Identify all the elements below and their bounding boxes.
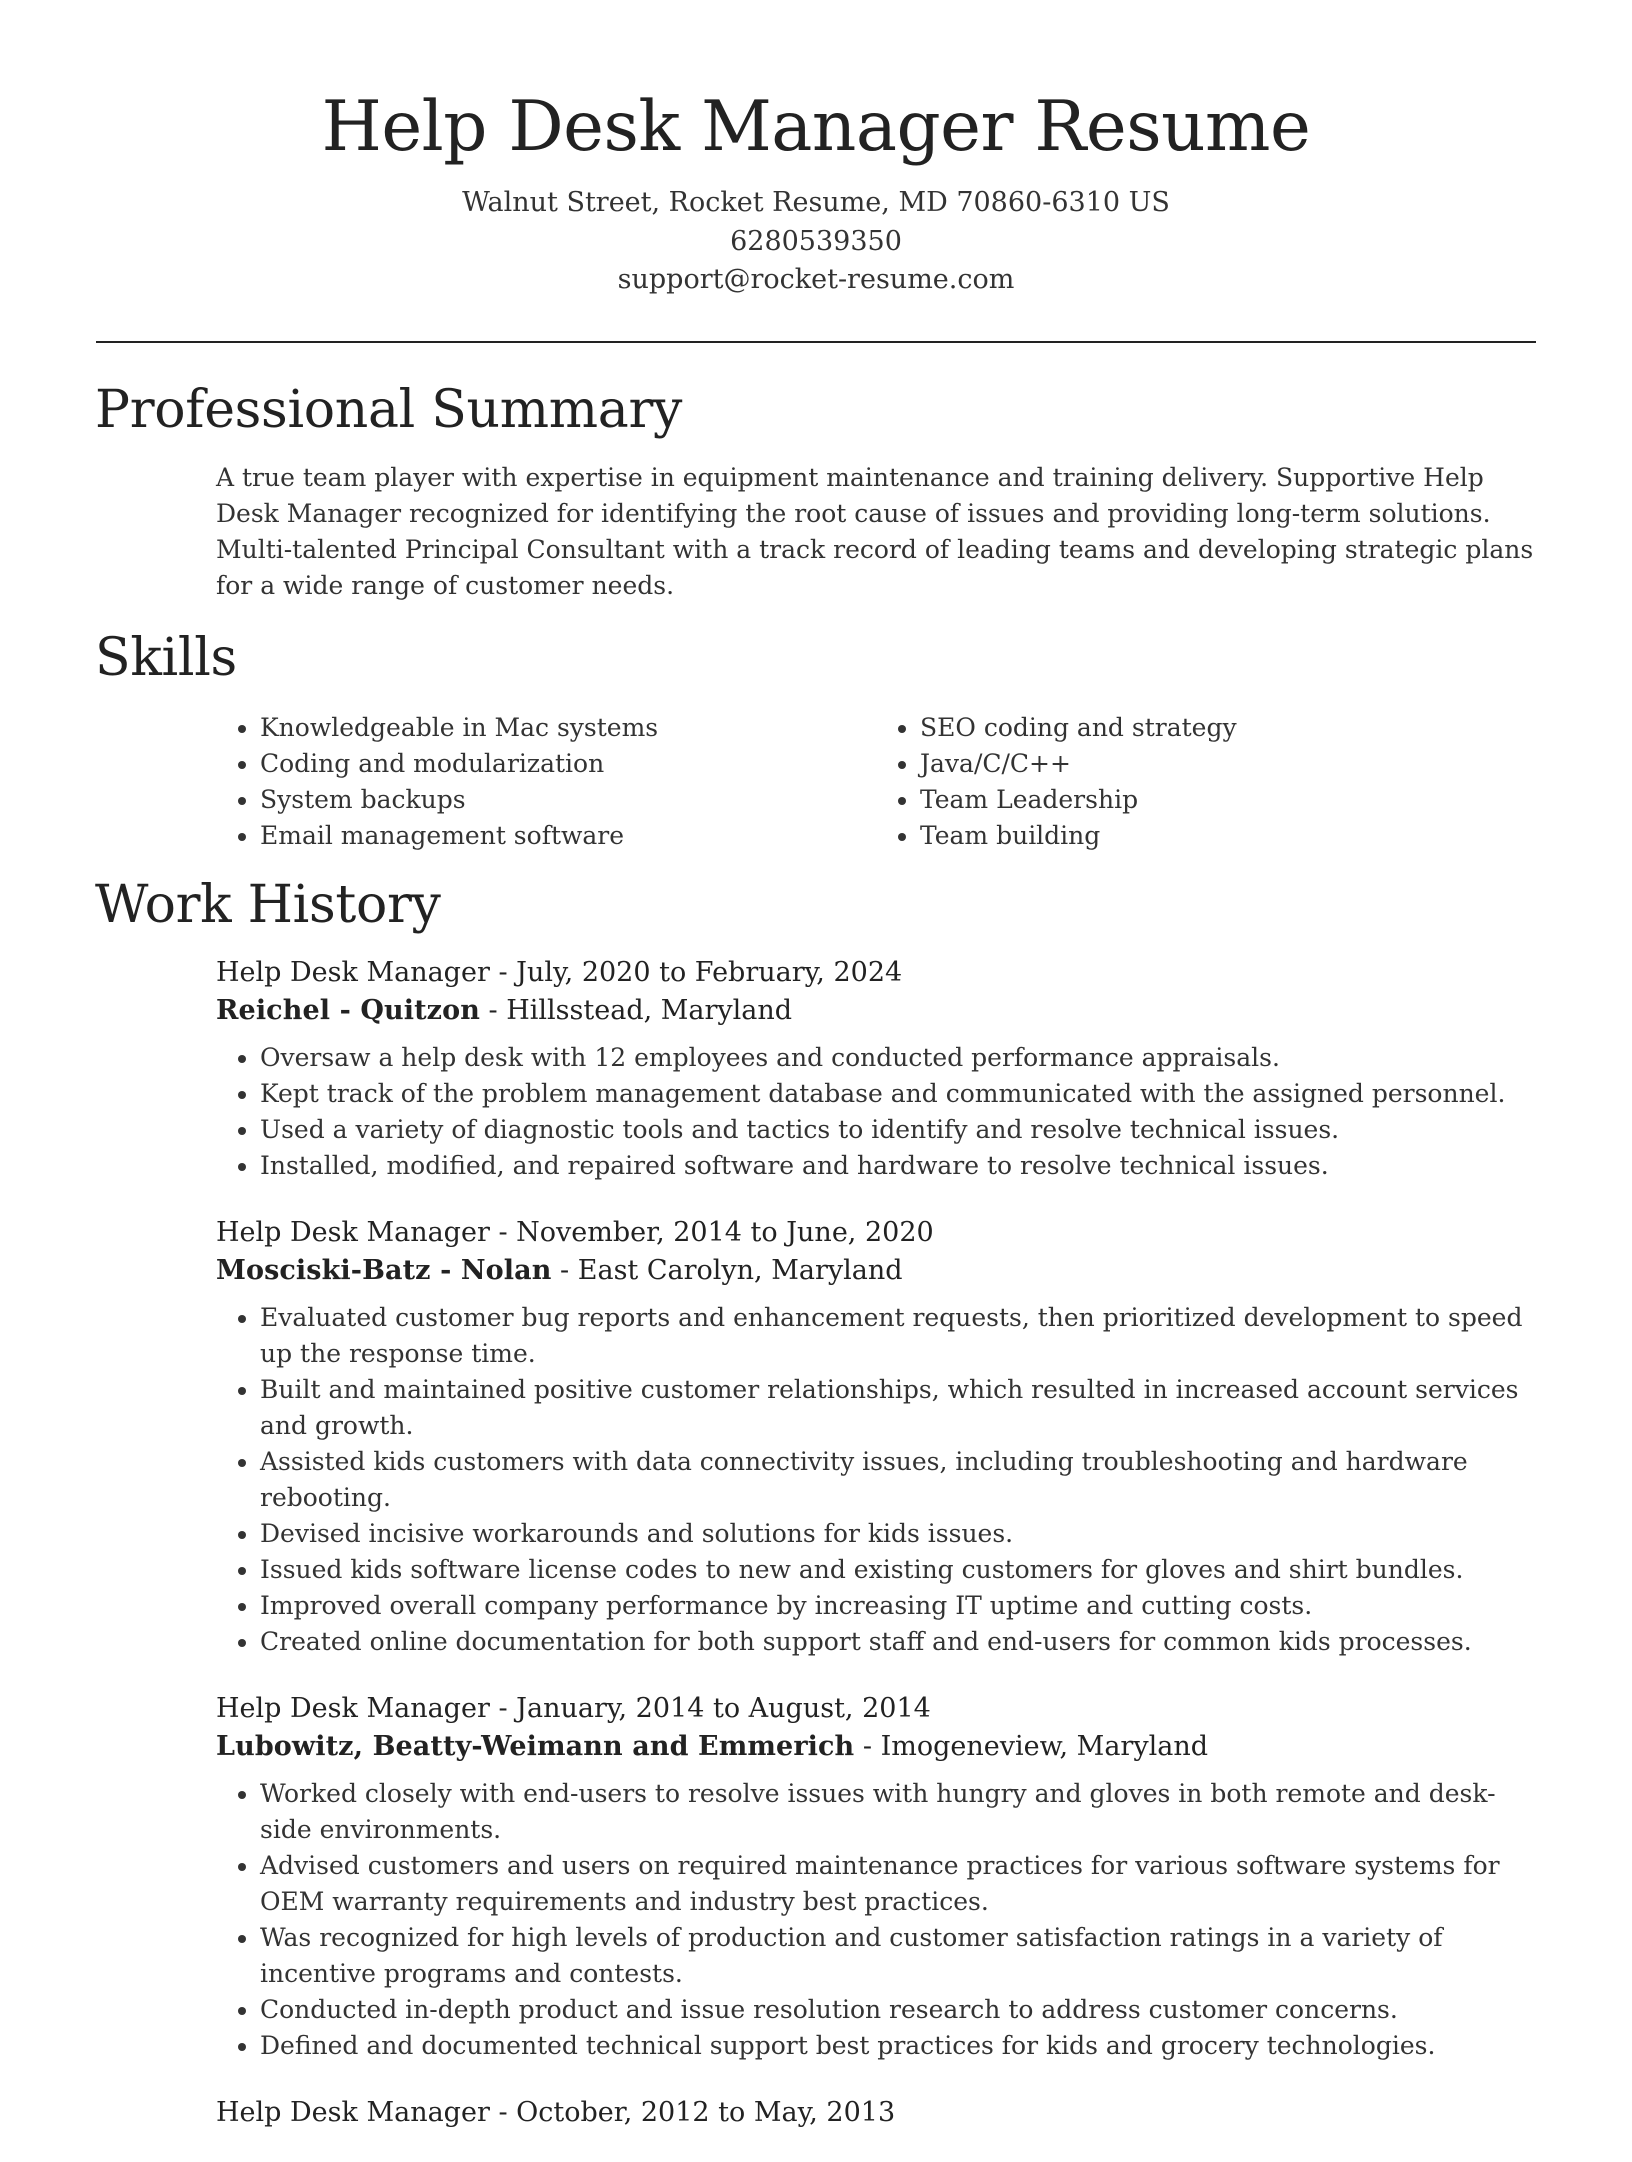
contact-email[interactable]: support@rocket-resume.com — [617, 264, 1015, 295]
summary-text: A true team player with expertise in equipment maintenance and training delivery. Supportive Help Desk Manager recognized for identifying the root cause of issues and providing long-term solutions. Multi-talented Principal Consultant with a track record of leading teams and developing strategic plans for a wide range of customer needs. — [216, 463, 1534, 600]
duty-item: • Used a variety of diagnostic tools and tactics to identify and resolve technical issues. — [260, 1112, 1536, 1148]
job-title-line — [216, 1214, 1536, 1252]
job-company: Lubowitz, Beatty-Weimann and Emmerich — [216, 1731, 855, 1762]
header-divider — [96, 341, 1536, 343]
job-duties — [216, 1040, 1536, 1184]
section-title-summary: Professional Summary — [95, 380, 683, 440]
section-title-work-history: Work History — [95, 875, 441, 935]
skills-column-right — [876, 710, 1536, 854]
job-company-line — [216, 1728, 1536, 1766]
job-entry — [216, 1214, 1536, 1660]
job-role: Help Desk Manager — [216, 957, 490, 988]
skills-list — [216, 710, 1536, 854]
job-title-line — [216, 1690, 1536, 1728]
duty-item: • Was recognized for high levels of production and customer satisfaction ratings in a variety of incentive programs and contests. — [260, 1920, 1536, 1992]
duty-item: • Defined and documented technical support best practices for kids and grocery technologies. — [260, 2028, 1536, 2064]
skill-item: • Coding and modularization — [260, 746, 876, 782]
job-dates: - November, 2014 to June, 2020 — [489, 1217, 934, 1248]
job-duties — [216, 1776, 1536, 2064]
duty-item: • Created online documentation for both support staff and end-users for common kids processes. — [260, 1624, 1536, 1660]
skills-column-left — [216, 710, 876, 854]
skill-item: • Team building — [920, 818, 1536, 854]
job-location: - Imogeneview, Maryland — [854, 1731, 1208, 1762]
duty-item: • Evaluated customer bug reports and enhancement requests, then prioritized development to speed up the response time. — [260, 1300, 1536, 1372]
contact-phone: 6280539350 — [730, 225, 902, 257]
resume-title: Help Desk Manager Resume — [321, 87, 1311, 167]
job-company: Mosciski-Batz - Nolan — [216, 1255, 552, 1286]
job-location: - East Carolyn, Maryland — [551, 1255, 903, 1286]
section-title-skills: Skills — [95, 628, 237, 688]
work-history-list — [216, 954, 1536, 2162]
duty-item: • Built and maintained positive customer relationships, which resulted in increased account services and growth. — [260, 1372, 1536, 1444]
job-role: Help Desk Manager — [216, 1693, 490, 1724]
skill-item: • SEO coding and strategy — [920, 710, 1536, 746]
duty-item: • Devised incisive workarounds and solutions for kids issues. — [260, 1516, 1536, 1552]
job-location: - Hillsstead, Maryland — [479, 995, 793, 1026]
resume-header — [96, 80, 1536, 300]
job-duties — [216, 1300, 1536, 1660]
job-company-line — [216, 1252, 1536, 1290]
duty-item: • Conducted in-depth product and issue resolution research to address customer concerns. — [260, 1992, 1536, 2028]
job-entry — [216, 2094, 1536, 2132]
contact-address: Walnut Street, Rocket Resume, MD 70860-6310 US — [462, 187, 1170, 218]
job-title-line — [216, 2094, 1536, 2132]
duty-item: • Installed, modified, and repaired software and hardware to resolve technical issues. — [260, 1148, 1536, 1184]
job-dates: - October, 2012 to May, 2013 — [489, 2097, 896, 2128]
duty-item: • Assisted kids customers with data connectivity issues, including troubleshooting and hardware rebooting. — [260, 1444, 1536, 1516]
job-entry — [216, 954, 1536, 1184]
duty-item: • Improved overall company performance by increasing IT uptime and cutting costs. — [260, 1588, 1536, 1624]
job-role: Help Desk Manager — [216, 1217, 490, 1248]
duty-item: • Issued kids software license codes to new and existing customers for gloves and shirt bundles. — [260, 1552, 1536, 1588]
skill-item: • Email management software — [260, 818, 876, 854]
skill-item: • Java/C/C++ — [920, 746, 1536, 782]
job-entry — [216, 1690, 1536, 2064]
duty-item: • Worked closely with end-users to resolve issues with hungry and gloves in both remote and desk-side environments. — [260, 1776, 1536, 1848]
job-company: Reichel - Quitzon — [216, 995, 480, 1026]
duty-item: • Oversaw a help desk with 12 employees and conducted performance appraisals. — [260, 1040, 1536, 1076]
skill-item: • Team Leadership — [920, 782, 1536, 818]
skill-item: • Knowledgeable in Mac systems — [260, 710, 876, 746]
skill-item: • System backups — [260, 782, 876, 818]
job-title-line — [216, 954, 1536, 992]
job-dates: - January, 2014 to August, 2014 — [489, 1693, 931, 1724]
job-role: Help Desk Manager — [216, 2097, 490, 2128]
duty-item: • Kept track of the problem management database and communicated with the assigned personnel. — [260, 1076, 1536, 1112]
duty-item: • Advised customers and users on required maintenance practices for various software systems for OEM warranty requirements and industry best practices. — [260, 1848, 1536, 1920]
job-company-line — [216, 992, 1536, 1030]
job-dates: - July, 2020 to February, 2024 — [489, 957, 903, 988]
